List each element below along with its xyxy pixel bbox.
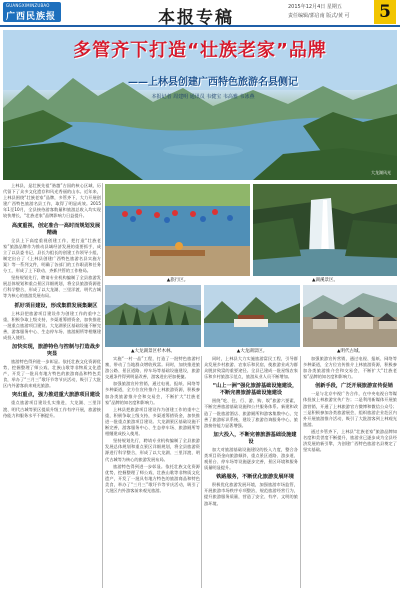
body-paragraph: 旅游特色得到进一步彰显。依托壮族文化资源优势，挖掘整理了师公戏、壮族山歌等非物质文化遗产，开发了一批具有地方特色的旅游商品和特色美食，举办了“三月三”歌圩节等节庆活动，吸引了大批区内外游客前来观光旅游。 bbox=[3, 358, 101, 389]
body-paragraph: 加强旅游宣传营销，通过电视、报纸、网络等多种渠道，全方位宣传推介上林旅游资源，积极参加各类旅游推介会和交易会，不断扩大“壮族老家”品牌的知名度和影响力。 bbox=[303, 356, 397, 380]
masthead bbox=[0, 0, 400, 27]
hero-banner bbox=[3, 30, 397, 180]
article-headline: 多管齐下打造“壮族老家”品牌 bbox=[73, 40, 327, 61]
body-paragraph: 实施“一村一品”工程，打造了一批特色旅游村寨，带动了当地群众增收致富。同时，加快推进旅游公路、景区道路、停车场等基础设施建设，旅游交通条件得到明显改善，游客进出更加便捷。 bbox=[105, 356, 200, 380]
photo-waterfall bbox=[253, 184, 397, 276]
body-paragraph: 旅游特色得到进一步彰显。依托壮族文化资源优势，挖掘整理了师公戏、壮族山歌等非物质文化遗产，开发了一批具有地方特色的旅游商品和特色美食，举办了“三月三”歌圩节等节庆活动，吸引了大批区内外游客前来观光旅游。 bbox=[105, 463, 200, 493]
body-paragraph: 上林县把旅游项目建设作为创建工作的重中之重，积极争取上级支持，多渠道筹措资金，加快推进一批重点旅游项目建设。大龙湖景区基础设施不断完善，游客服务中心、生态停车场、旅游厕所等相继建成投入使用。 bbox=[3, 310, 101, 340]
article-column-3 bbox=[204, 356, 298, 590]
section-heading: 加快实现，旅游特色与控制与打造战步突显 bbox=[11, 343, 101, 357]
photo-lake-scenic bbox=[204, 285, 300, 347]
hero-caption: 大龙湖风光 bbox=[371, 170, 391, 175]
section-heading: 高度重视，创定准合一高时而规划发展精确 bbox=[11, 222, 101, 236]
body-paragraph: 同时，上林县大力实施旅游富民工程，引导群众发展乡村旅游、农家乐和民宿，使旅游业成为群众脱贫致富的重要途径。全县已建成一批星级农家乐和乡村旅游示范点，旅游从业人员不断增加。 bbox=[204, 356, 298, 380]
body-paragraph: 坚持规划先行，聘请专业机构编制了全县旅游发展总体规划和重点景区详细规划，将全县旅游资源进行科学整合，形成了以大龙湖、三里洋渡、明代古城等为核心的旅游发展布局。 bbox=[105, 438, 200, 462]
photo-caption: ▲明代古城。 bbox=[337, 349, 363, 354]
body-paragraph: 一是与北京中视广告合作，在中央电视台等媒体投放上林旅游宣传广告；二是利用新媒体开展旅游营销，开通了上林旅游官方微博和微信公众号；三是积极参加各类旅游展会，组织旅游企业赴区内外开展旅游推介活动，吸引了大批游客到上林观光旅游。 bbox=[303, 391, 397, 427]
newspaper-name-en: GUANGXIMINZUBAO bbox=[6, 3, 50, 8]
body-paragraph: 加强旅游宣传营销，通过电视、报纸、网络等多种渠道，全方位宣传推介上林旅游资源，积极参加各类旅游推介会和交易会，不断扩大“壮族老家”品牌的知名度和影响力。 bbox=[105, 381, 200, 405]
body-paragraph: 围绕“吃、住、行、游、购、娱”旅游六要素，不断完善旅游基础设施和公共服务体系。新建和改造了一批旅游酒店、旅游厕所和游客集散中心，完善了旅游标识系统，建设了旅游咨询服务中心，旅游接待能力显著增强。 bbox=[204, 398, 298, 428]
newspaper-logo bbox=[3, 2, 61, 22]
intro-paragraph: 上林县，是壮族先祖“骆越”古国的核心区域，历代留下了众多文化遗存和风光秀丽的山水。近年来，上林县围绕“壮族老家”品牌，多管齐下，大力开展创建广西特色旅游名县工作，取得了明显成效。2015年1至10月，全县接待游客数量和旅游总收入均实现较快增长，“壮族老家”品牌影响力日益提升。 bbox=[3, 183, 101, 219]
section-heading: 突出重点，强力推进重大旅游项目建设 bbox=[11, 392, 101, 399]
section-heading: 加大投入，不断完善旅游基础设施建设 bbox=[213, 431, 297, 445]
photo-caption: ▲湖溪景区。 bbox=[312, 278, 338, 283]
issue-date: 2015年12月4日 星期五 bbox=[288, 4, 342, 10]
body-paragraph: 全县上下高度重视创建工作，把打造“壮族老家”旅游品牌作为推动县域经济发展的重要抓手，成立了以县委书记、县长为组长的创建工作领导小组，制定出台了《上林县创建广西特色旅游名县实施方案》等一系列文件，明确了各部门的工作职责和任务分工，形成了上下联动、齐抓共管的工作格局。 bbox=[3, 237, 101, 274]
column-divider bbox=[201, 356, 202, 588]
article-subheadline: ——上林县创建广西特色旅游名县侧记 bbox=[128, 77, 298, 88]
section-heading: 铁路服务，不断优化旅游发展环境 bbox=[216, 474, 294, 481]
article-column-1 bbox=[3, 183, 101, 590]
editors-line: 责任编辑/郭启南 版式/黄 可 bbox=[288, 13, 350, 19]
photo-ming-ancient-city bbox=[303, 285, 397, 347]
newspaper-name-cn: 广西民族报 bbox=[6, 12, 57, 22]
photo-fir-forest bbox=[105, 285, 201, 347]
body-paragraph: 重点旅游项目建设扎实推进，大龙湖、三里洋渡、明代古城等景区提质升级工作有序开展，旅游接待能力和服务水平不断提升。 bbox=[3, 400, 101, 418]
section-heading: 抓好项目建设，形成集群发展集聚区 bbox=[14, 302, 98, 309]
column-divider bbox=[102, 183, 103, 588]
photo-caption: ▲大龙湖景区。 bbox=[236, 349, 268, 354]
column-divider bbox=[300, 356, 301, 588]
article-column-2 bbox=[105, 356, 200, 590]
section-heading: “山上一洲”强化旅游基础设施建设，不断完善旅游基础设施建设 bbox=[212, 383, 298, 397]
section-heading: 创新手段，广泛开展旅游宣传促销 bbox=[315, 383, 393, 390]
body-paragraph: 加大对旅游基础设施建设的投入力度，整合各类项目资金向旅游倾斜，重点景区道路、游步道、观景台、停车场等设施逐步完善，景区环境和服务质量明显提升。 bbox=[204, 446, 298, 471]
article-column-4 bbox=[303, 356, 397, 590]
body-paragraph: 积极优化旅游发展环境，加强旅游市场监管，开展旅游市场秩序专项整治，规范旅游经营行为，提升旅游服务质量，营造了安全、有序、文明的旅游环境。 bbox=[204, 482, 298, 506]
section-title: 本报专稿 bbox=[158, 8, 234, 28]
article-byline: 本报记者 周建明 通讯员 韦健宝 韦高雅 韦冰燕 bbox=[151, 94, 255, 100]
page-number: 5 bbox=[374, 0, 396, 24]
body-paragraph: 坚持规划先行，聘请专业机构编制了全县旅游发展总体规划和重点景区详细规划，将全县旅游资源进行科学整合，形成了以大龙湖、三里洋渡、明代古城等为核心的旅游发展布局。 bbox=[3, 275, 101, 299]
photo-caption: ▲旅行区。 bbox=[166, 278, 189, 283]
photo-tourist-area bbox=[105, 184, 250, 276]
body-paragraph: 通过多管齐下，上林县“壮族老家”旅游品牌知名度和美誉度不断提升，旅游业已逐步成为全县经济发展的新引擎，为创建广西特色旅游名县奠定了坚实基础。 bbox=[303, 428, 397, 453]
photo-caption: ▲大龙湖景区杉木林。 bbox=[131, 349, 175, 354]
body-paragraph: 上林县把旅游项目建设作为创建工作的重中之重，积极争取上级支持，多渠道筹措资金，加快推进一批重点旅游项目建设。大龙湖景区基础设施不断完善，游客服务中心、生态停车场、旅游厕所等相继建成投入使用。 bbox=[105, 406, 200, 437]
